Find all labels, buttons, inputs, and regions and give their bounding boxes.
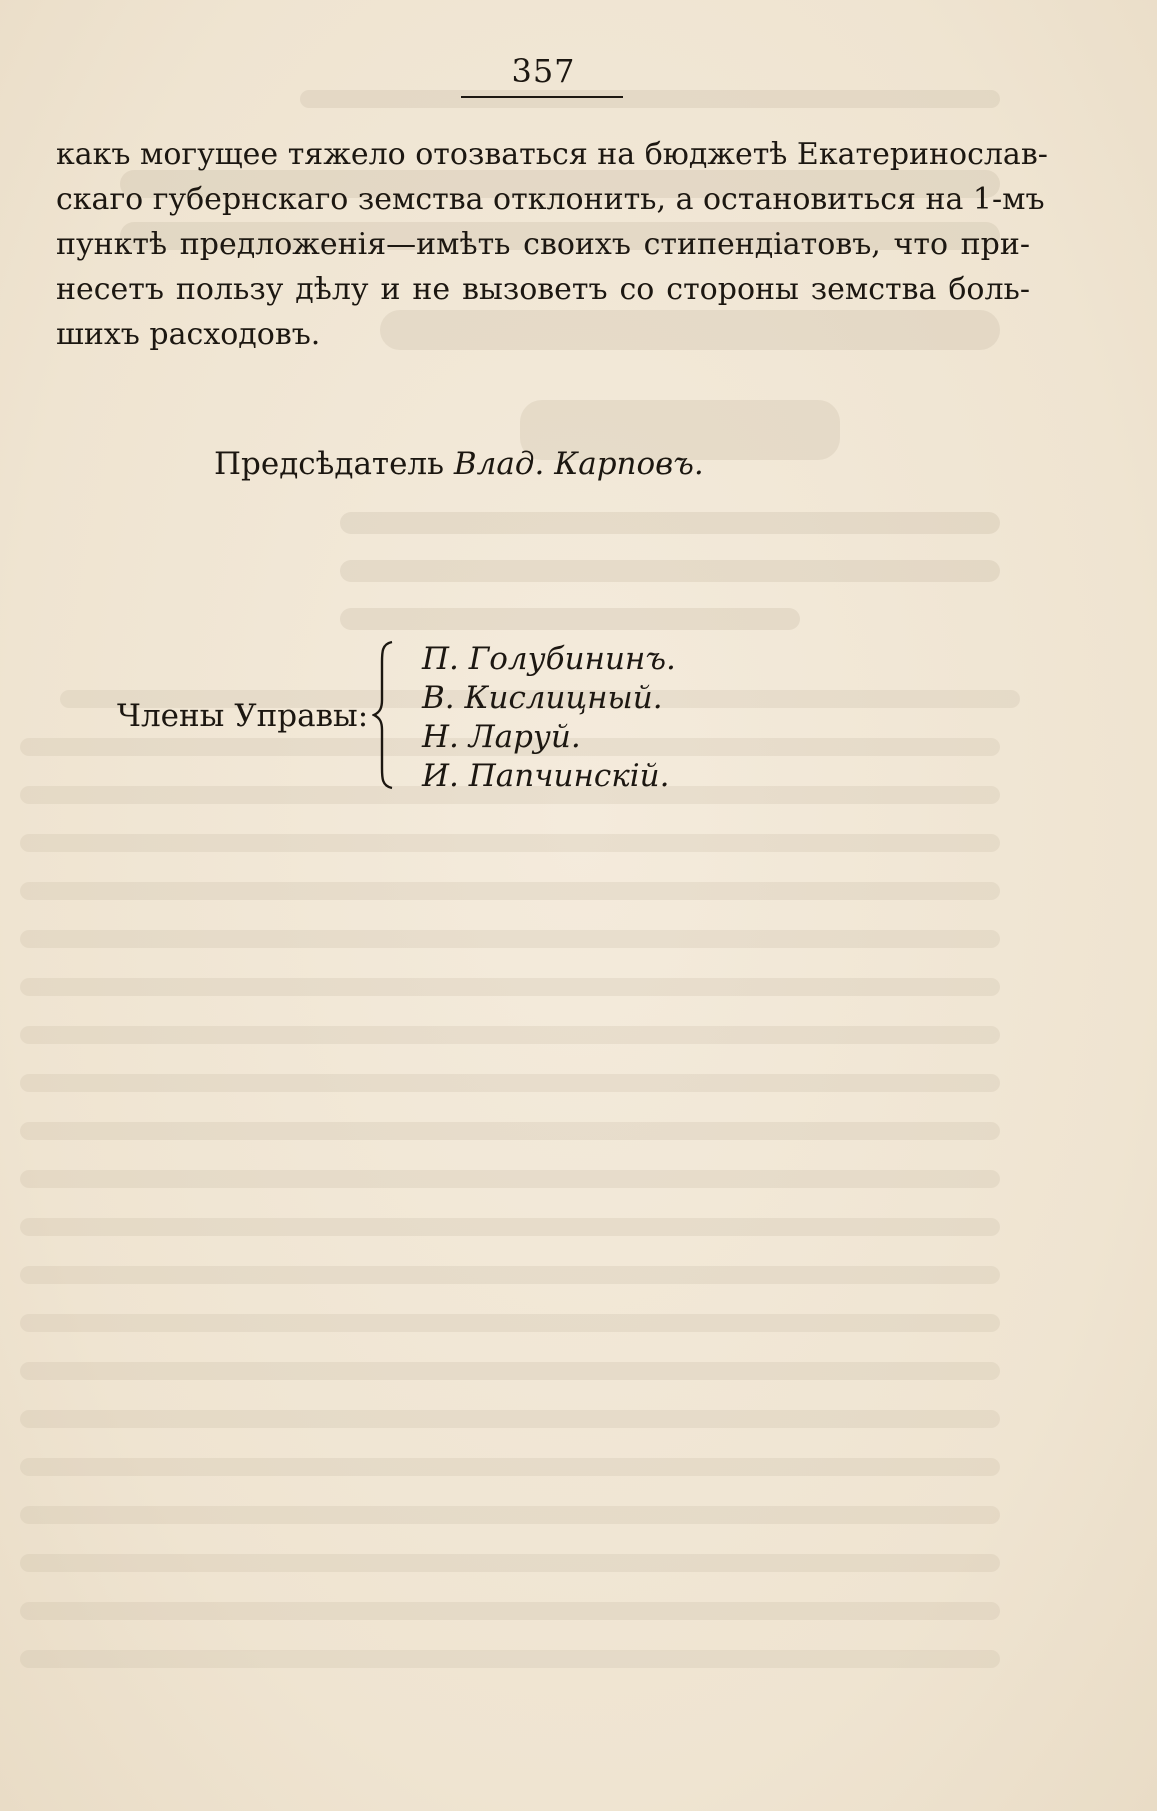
members-list — [422, 640, 676, 796]
member-name: Н. Ларуй. — [422, 719, 581, 755]
paragraph-line-3: пунктѣ предложенія—имѣть своихъ стипендіатовъ, что при- — [56, 227, 1030, 262]
chair-title: Предсѣдатель — [214, 446, 445, 482]
members-label: Члены Управы: — [117, 698, 369, 734]
paragraph-line-5: шихъ расходовъ. — [56, 317, 321, 352]
chair-signature-line — [214, 446, 704, 482]
chair-signature: Влад. Карповъ. — [453, 446, 704, 482]
paragraph-line-4: несетъ пользу дѣлу и не вызоветъ со стороны земства боль- — [56, 272, 1030, 307]
paragraph-line-1: какъ могущее тяжело отозваться на бюджетѣ Екатеринослав- — [56, 137, 1048, 172]
curly-brace-icon — [372, 640, 396, 790]
member-name: П. Голубининъ. — [422, 641, 676, 677]
member-name: И. Папчинскій. — [422, 758, 670, 794]
member-name: В. Кислицный. — [422, 680, 663, 716]
paragraph — [56, 132, 1048, 357]
paragraph-line-2: скаго губернскаго земства отклонить, а остановиться на 1-мъ — [56, 182, 1045, 217]
page-number: 357 — [511, 52, 576, 90]
page-number-rule — [461, 96, 623, 98]
